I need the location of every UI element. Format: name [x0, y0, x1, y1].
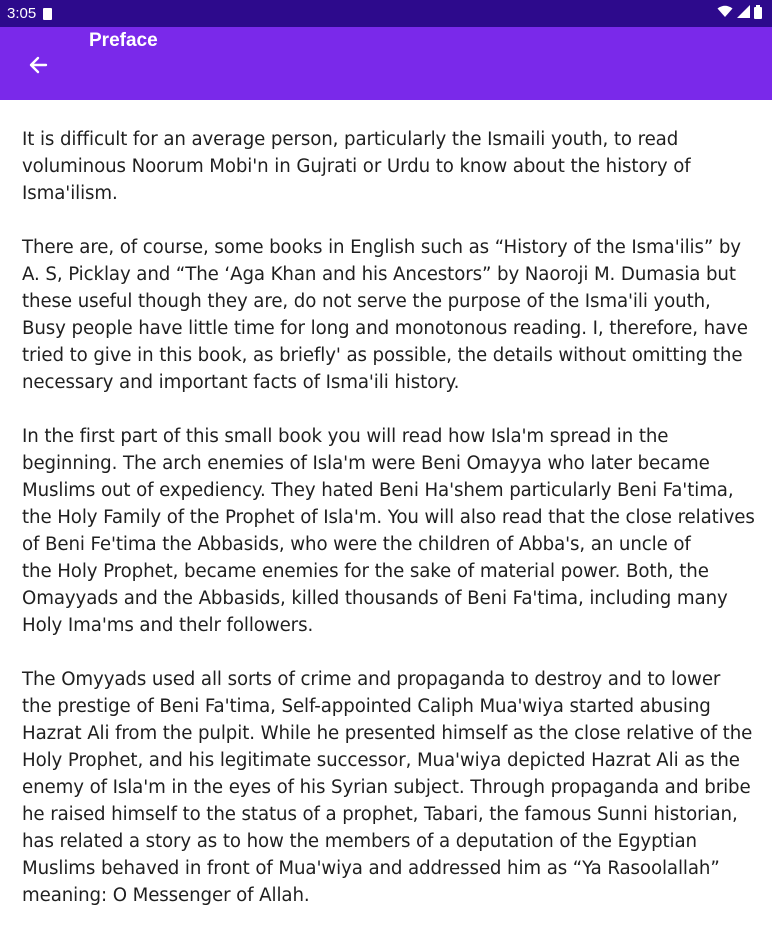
wifi-icon: [717, 5, 733, 22]
status-left: [7, 5, 52, 22]
status-right: [713, 5, 762, 23]
arrow-left-icon: [28, 55, 48, 75]
status-bar: [0, 0, 772, 27]
sd-card-icon: [43, 8, 52, 20]
paragraph-4: The Omyyads used all sorts of crime and propaganda to destroy and to lower the prestige of Beni Fa'tima, Self-appointed Caliph Mua'wiya started abusing Hazrat Ali from the pulpit. While he presented himself as the close relative of the Holy Prophet, and his legitimate successor, Mua'wiya depicted Hazrat Ali as the enemy of Isla'm in the eyes of his Syrian subject. Through propaganda and bribe he raised himself to the status of a prophet, Tabari, the famous Sunni historian, has related a story as to how the members of a deputation of the Egyptian Muslims behaved in front of Mua'wiya and addressed him as “Ya Rasoolallah” meaning: O Messenger of Allah.: [22, 669, 753, 906]
app-bar: [0, 27, 772, 100]
back-button[interactable]: [19, 49, 57, 81]
paragraph-2: There are, of course, some books in English such as “History of the Isma'ilis” by A. S, Picklay and “The ‘Aga Khan and his Ancestors” by Naoroji M. Dumasia but these useful though they are, do not serve the purpose of the Isma'ili youth, Busy people have little time for long and monotonous reading. I, therefore, have tried to give in this book, as briefly' as possible, the details without omitting the necessary and important facts of Isma'ili history.: [22, 237, 748, 393]
paragraph-1: It is difficult for an average person, particularly the Ismaili youth, to read voluminous Noorum Mobi'n in Gujrati or Urdu to know about the history of Isma'ilism.: [22, 129, 691, 204]
paragraph-3: In the first part of this small book you will read how Isla'm spread in the beginning. The arch enemies of Isla'm were Beni Omayya who later became Muslims out of expediency. They hated Beni Ha'shem particularly Beni Fa'tima, the Holy Family of the Prophet of Isla'm. You will also read that the close relatives of Beni Fe'tima the Abbasids, who were the children of Abba's, an uncle of the Holy Prophet, became enemies for the sake of material power. Both, the Omayyads and the Abbasids, killed thousands of Beni Fa'tima, including many Holy Ima'ms and thelr followers.: [22, 426, 755, 636]
signal-icon: [737, 5, 750, 22]
preface-content: [22, 126, 762, 936]
page-title: Preface: [89, 30, 158, 51]
status-time: 3:05: [7, 5, 37, 22]
battery-icon: [754, 5, 762, 23]
